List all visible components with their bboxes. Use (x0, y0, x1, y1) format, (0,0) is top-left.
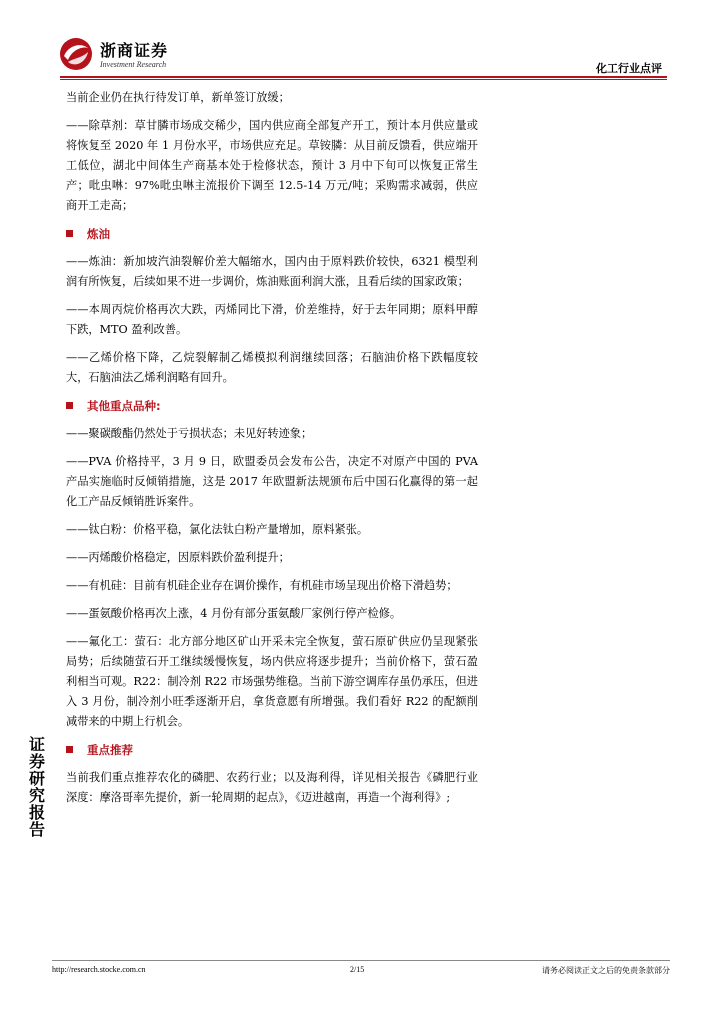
page-number: 2/15 (350, 965, 365, 974)
footer-divider (52, 960, 670, 961)
header-divider (60, 76, 667, 78)
paragraph: ——本周丙烷价格再次大跌，丙烯同比下滑，价差维持，好于去年同期；原料甲醇下跌，MTO 盈利改善。 (66, 303, 478, 336)
footer-disclaimer: 请务必阅读正文之后的免责条款部分 (542, 966, 670, 975)
square-bullet-icon (66, 230, 73, 237)
square-bullet-icon (66, 746, 73, 753)
report-type: 化工行业点评 (596, 62, 662, 75)
zheshang-logo-icon (58, 36, 94, 72)
paragraph: ——聚碳酸酯仍然处于亏损状态；未见好转迹象； (66, 427, 313, 440)
section-heading-other-products: 其他重点品种: (66, 396, 478, 416)
square-bullet-icon (66, 402, 73, 409)
paragraph: ——丙烯酸价格稳定，因原料跌价盈利提升； (66, 551, 290, 564)
report-body (66, 88, 478, 816)
section-heading-refining: 炼油 (66, 224, 478, 244)
brand-name: 浙商证券 (100, 41, 169, 60)
paragraph: 当前企业仍在执行待发订单，新单签订放缓； (66, 91, 290, 104)
paragraph: ——乙烯价格下降，乙烷裂解制乙烯模拟利润继续回落；石脑油价格下跌幅度较大，石脑油法乙烯利润略有回升。 (66, 351, 478, 384)
footer-url: http://research.stocke.com.cn (52, 965, 146, 974)
paragraph: 当前我们重点推荐农化的磷肥、农药行业；以及海利得，详见相关报告《磷肥行业深度：摩洛哥率先提价，新一轮周期的起点》，《迈进越南，再造一个海利得》; (66, 771, 478, 804)
brand-subtitle: Investment Research (100, 60, 167, 69)
paragraph: ——蛋氨酸价格再次上涨，4 月份有部分蛋氨酸厂家例行停产检修。 (66, 607, 402, 620)
paragraph: ——钛白粉：价格平稳，氯化法钛白粉产量增加，原料紧张。 (66, 523, 369, 536)
paragraph: ——有机硅：目前有机硅企业存在调价操作，有机硅市场呈现出价格下滑趋势； (66, 579, 458, 592)
paragraph: ——氟化工：萤石：北方部分地区矿山开采未完全恢复，萤石原矿供应仍呈现紧张局势；后续随萤石开工继续缓慢恢复，场内供应将逐步提升；当前价格下，萤石盈利相当可观。R22：制冷剂 R22 市场强势维稳。当前下游空调库存虽仍承压，但进入 3 月份，制冷剂小旺季逐渐开启，拿货意愿有所增强。我们看好 R22 的配额削减带来的中期上行机会。 (66, 635, 478, 728)
paragraph: ——PVA 价格持平，3 月 9 日，欧盟委员会发布公告，决定不对原产中国的 PVA 产品实施临时反倾销措施，这是 2017 年欧盟新法规颁布后中国石化赢得的第一起化工产品反倾销胜诉案件。 (66, 455, 478, 508)
paragraph: ——除草剂：草甘膦市场成交稀少，国内供应商全部复产开工，预计本月供应量或将恢复至 2020 年 1 月份水平，市场供应充足。草铵膦：从目前反馈看，供应端开工低位，湖北中间体生产商基本处于检修状态，预计 3 月中下旬可以恢复正常生产；吡虫啉：97%吡虫啉主流报价下调至 12.5-14 万元/吨；采购需求减弱，供应商开工走高； (66, 119, 478, 212)
page-header (0, 0, 724, 80)
section-heading-recommendations: 重点推荐 (66, 740, 478, 760)
header-divider-thin (60, 79, 667, 80)
paragraph: ——炼油：新加坡汽油裂解价差大幅缩水，国内由于原料跌价较快，6321 模型利润有所恢复，后续如果不进一步调价，炼油账面利润大涨，且看后续的国家政策； (66, 255, 478, 288)
side-label: 证 券 研 究 报 告 (28, 735, 45, 839)
